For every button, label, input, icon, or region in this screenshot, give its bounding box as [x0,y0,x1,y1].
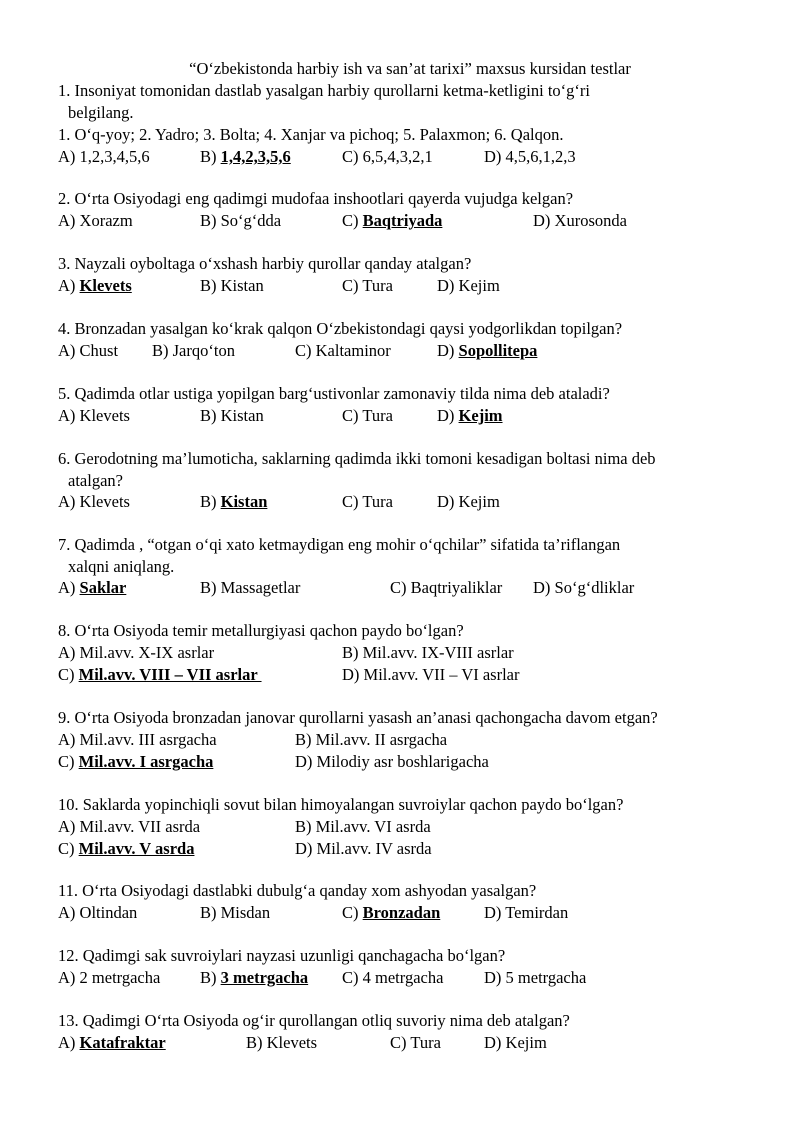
question-3-text: 3. Nayzali oyboltaga o‘xshash harbiy qurollar qanday atalgan? [58,254,472,273]
q6-option-c: C) Tura [342,492,393,511]
q11-option-d: D) Temirdan [484,903,569,922]
q9-option-c: C) Mil.avv. I asrgacha [58,752,214,771]
q10-option-b: B) Mil.avv. VI asrda [295,817,431,836]
q3-option-a: A) Klevets [58,276,132,295]
q7-option-b: B) Massagetlar [200,578,301,597]
q12-option-a: A) 2 metrgacha [58,968,161,987]
q11-option-b: B) Misdan [200,903,271,922]
q3-option-d: D) Kejim [437,276,500,295]
question-1-items: 1. O‘q-yoy; 2. Yadro; 3. Bolta; 4. Xanjar va pichoq; 5. Palaxmon; 6. Qalqon. [58,125,564,144]
q3-option-c: C) Tura [342,276,393,295]
question-10-text: 10. Saklarda yopinchiqli sovut bilan himoyalangan suvroiylar qachon paydo bo‘lgan? [58,795,624,814]
q9-option-d: D) Milodiy asr boshlarigacha [295,752,489,771]
question-7-text-cont: xalqni aniqlang. [68,557,175,576]
question-6-text-cont: atalgan? [68,471,123,490]
q10-option-d: D) Mil.avv. IV asrda [295,839,432,858]
q1-option-d: D) 4,5,6,1,2,3 [484,147,576,166]
question-1-text-cont: belgilang. [68,103,134,122]
question-12-text: 12. Qadimgi sak suvroiylari nayzasi uzunligi qanchagacha bo‘lgan? [58,946,506,965]
correct-answer: Bronzadan [362,903,441,922]
q4-option-b: B) Jarqo‘ton [152,341,235,360]
question-4-text: 4. Bronzadan yasalgan ko‘krak qalqon O‘zbekistondagi qaysi yodgorlikdan topilgan? [58,319,623,338]
q6-option-a: A) Klevets [58,492,130,511]
correct-answer: 1,4,2,3,5,6 [220,147,291,166]
question-2-text: 2. O‘rta Osiyodagi eng qadimgi mudofaa inshootlari qayerda vujudga kelgan? [58,189,574,208]
question-8-text: 8. O‘rta Osiyoda temir metallurgiyasi qachon paydo bo‘lgan? [58,621,464,640]
q12-option-c: C) 4 metrgacha [342,968,444,987]
correct-answer: Mil.avv. VIII – VII asrlar [78,665,262,684]
q5-option-b: B) Kistan [200,406,264,425]
correct-answer: Saklar [79,578,127,597]
q9-option-a: A) Mil.avv. III asrgacha [58,730,217,749]
correct-answer: Sopollitepa [458,341,538,360]
q4-option-c: C) Kaltaminor [295,341,391,360]
q10-option-a: A) Mil.avv. VII asrda [58,817,201,836]
q13-option-a: A) Katafraktar [58,1033,166,1052]
question-1-text: 1. Insoniyat tomonidan dastlab yasalgan harbiy qurollarni ketma-ketligini to‘g‘ri [58,81,590,100]
q13-option-d: D) Kejim [484,1033,547,1052]
q12-option-b: B) 3 metrgacha [200,968,309,987]
q1-option-a: A) 1,2,3,4,5,6 [58,147,150,166]
q8-option-d: D) Mil.avv. VII – VI asrlar [342,665,520,684]
q8-option-a: A) Mil.avv. X-IX asrlar [58,643,215,662]
q5-option-a: A) Klevets [58,406,130,425]
q4-option-d: D) Sopollitepa [437,341,538,360]
document-title: “O‘zbekistonda harbiy ish va san’at tarixi” maxsus kursidan testlar [189,59,631,78]
correct-answer: Kistan [220,492,268,511]
q13-option-c: C) Tura [390,1033,441,1052]
q11-option-a: A) Oltindan [58,903,138,922]
q11-option-c: C) Bronzadan [342,903,441,922]
correct-answer: Katafraktar [79,1033,166,1052]
q2-option-a: A) Xorazm [58,211,133,230]
question-7-text: 7. Qadimda , “otgan o‘qi xato ketmaydigan eng mohir o‘qchilar” sifatida ta’riflangan [58,535,621,554]
correct-answer: Mil.avv. I asrgacha [78,752,214,771]
q9-option-b: B) Mil.avv. II asrgacha [295,730,448,749]
correct-answer: Kejim [458,406,503,425]
q1-option-b: B) 1,4,2,3,5,6 [200,147,291,166]
q2-option-d: D) Xurosonda [533,211,627,230]
q7-option-c: C) Baqtriyaliklar [390,578,503,597]
q7-option-d: D) So‘g‘dliklar [533,578,635,597]
q4-option-a: A) Chust [58,341,119,360]
q12-option-d: D) 5 metrgacha [484,968,587,987]
q5-option-c: C) Tura [342,406,393,425]
correct-answer: Mil.avv. V asrda [78,839,195,858]
q5-option-d: D) Kejim [437,406,503,425]
q7-option-a: A) Saklar [58,578,127,597]
q10-option-c: C) Mil.avv. V asrda [58,839,195,858]
q8-option-c: C) Mil.avv. VIII – VII asrlar [58,665,262,684]
correct-answer: Baqtriyada [362,211,443,230]
question-11-text: 11. O‘rta Osiyodagi dastlabki dubulg‘a qanday xom ashyodan yasalgan? [58,881,537,900]
q6-option-d: D) Kejim [437,492,500,511]
q3-option-b: B) Kistan [200,276,264,295]
q2-option-b: B) So‘g‘dda [200,211,282,230]
question-6-text: 6. Gerodotning ma’lumoticha, saklarning qadimda ikki tomoni kesadigan boltasi nima deb [58,449,656,468]
q1-option-c: C) 6,5,4,3,2,1 [342,147,433,166]
question-5-text: 5. Qadimda otlar ustiga yopilgan barg‘ustivonlar zamonaviy tilda nima deb ataladi? [58,384,610,403]
correct-answer: Klevets [79,276,132,295]
q8-option-b: B) Mil.avv. IX-VIII asrlar [342,643,514,662]
question-9-text: 9. O‘rta Osiyoda bronzadan janovar qurollarni yasash an’anasi qachongacha davom etgan? [58,708,658,727]
question-13-text: 13. Qadimgi O‘rta Osiyoda og‘ir qurollangan otliq suvoriy nima deb atalgan? [58,1011,570,1030]
q13-option-b: B) Klevets [246,1033,318,1052]
q6-option-b: B) Kistan [200,492,268,511]
q2-option-c: C) Baqtriyada [342,211,443,230]
correct-answer: 3 metrgacha [220,968,309,987]
